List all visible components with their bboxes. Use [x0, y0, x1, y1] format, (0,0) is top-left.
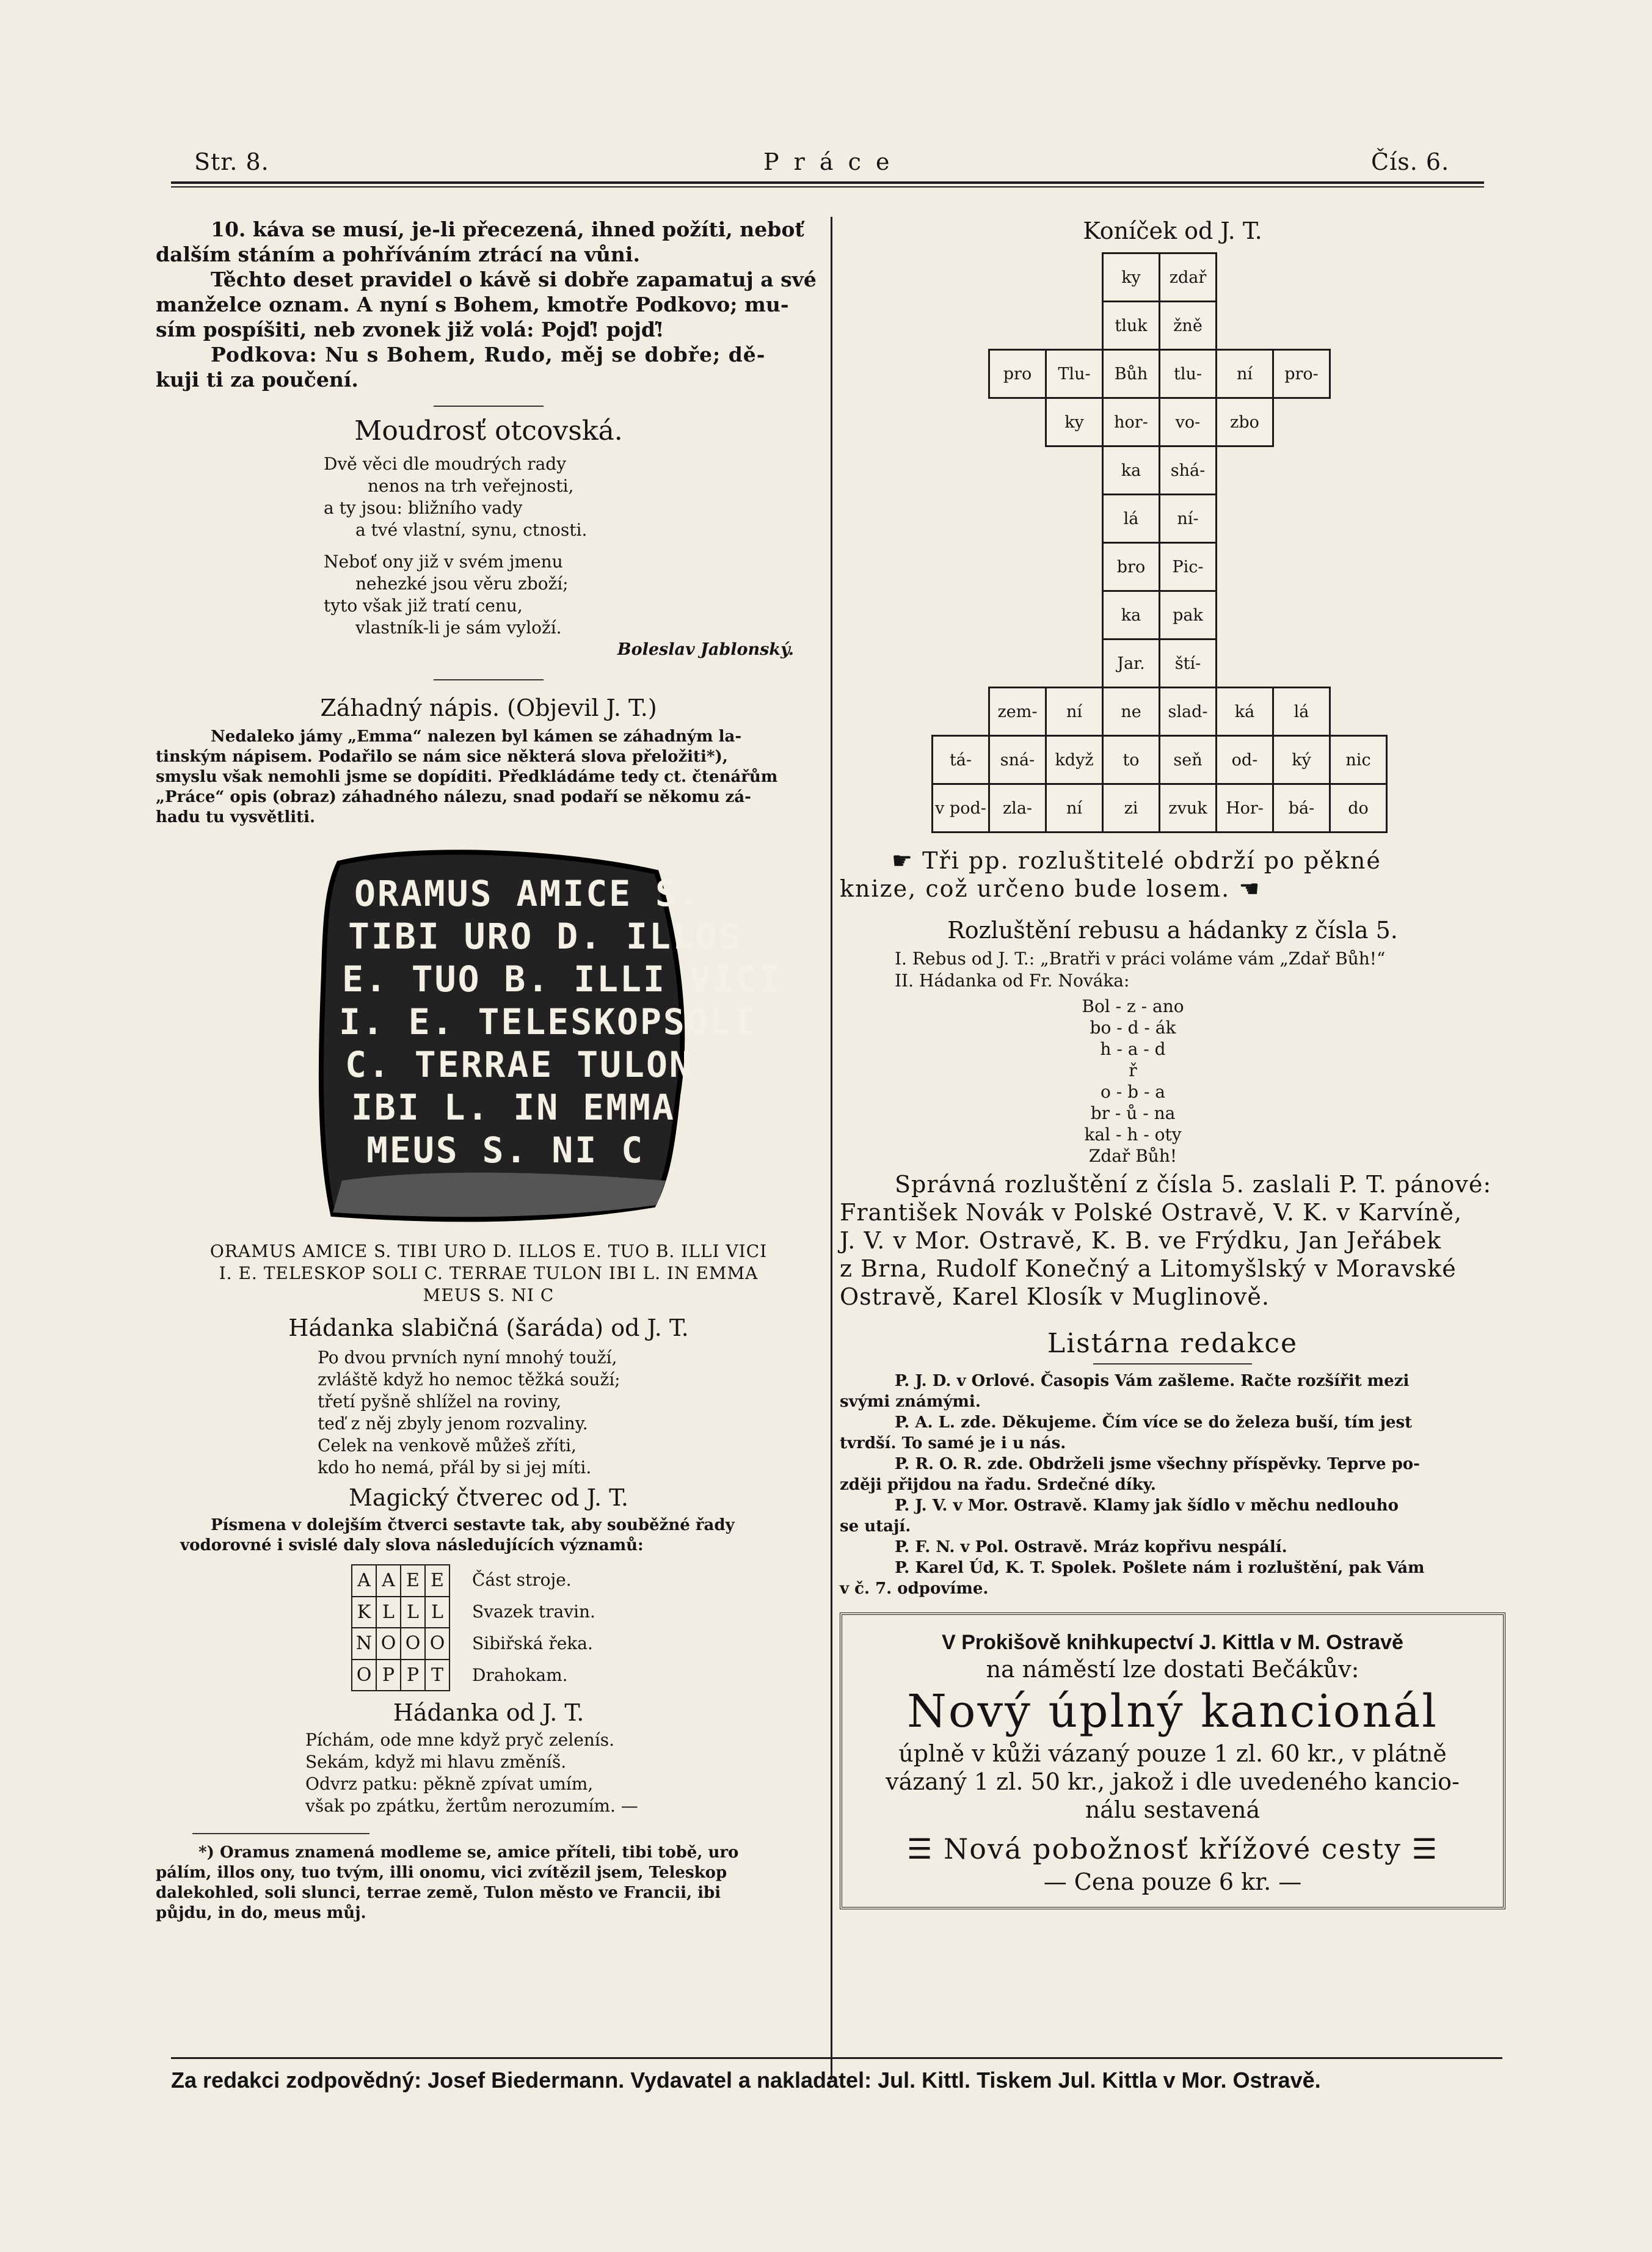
- text-line: J. V. v Mor. Ostravě, K. B. ve Frýdku, Jan Jeřábek: [840, 1227, 1442, 1254]
- empty-cell: [989, 253, 1046, 302]
- stone-line: MEUS S. NI C: [366, 1129, 645, 1171]
- ctverec-title: Magický čtverec od J. T.: [349, 1484, 628, 1511]
- moudrost-poem: [324, 453, 824, 661]
- empty-cell: [933, 591, 989, 640]
- puzzle-cell: od-: [1217, 736, 1273, 784]
- puzzle-cell: Pic-: [1160, 543, 1217, 591]
- solution-line: kal - h - oty: [1084, 1124, 1182, 1145]
- puzzle-cell: ka: [1103, 591, 1160, 640]
- stone-line: E. TUO B. ILLI VICI: [342, 958, 782, 1000]
- square-cell: O: [425, 1628, 449, 1660]
- text-line: MEUS S. NI C: [423, 1285, 555, 1305]
- solution-line: h - a - d: [1100, 1039, 1166, 1059]
- text-line: Podkova: Nu s Bohem, Rudo, měj se dobře; dě-: [211, 343, 766, 366]
- ad-line: V Prokišově knihkupectví J. Kittla v M. Ostravě: [942, 1631, 1403, 1654]
- empty-cell: [933, 253, 989, 302]
- pointing-hand-icon: ☛: [892, 847, 914, 874]
- puzzle-cell: žně: [1160, 302, 1217, 350]
- magic-square: [351, 1564, 450, 1691]
- poem-line: Píchám, ode mne když pryč zelenís.: [305, 1730, 615, 1750]
- puzzle-cell: ní: [1046, 784, 1103, 833]
- left-column: [156, 217, 821, 1923]
- solution-line: o - b - a: [1101, 1082, 1165, 1102]
- section-rule: [434, 679, 544, 680]
- puzzle-cell: ští-: [1160, 640, 1217, 688]
- puzzle-cell: lá: [1273, 688, 1330, 736]
- puzzle-cell: sná-: [989, 736, 1046, 784]
- stone-line: ORAMUS AMICE S.: [354, 873, 702, 914]
- square-cell: E: [425, 1565, 449, 1597]
- square-cell: L: [401, 1597, 425, 1628]
- meaning: Část stroje.: [472, 1570, 572, 1590]
- empty-cell: [1273, 591, 1330, 640]
- text-line: Správná rozluštění z čísla 5. zaslali P. T. pánové:: [895, 1171, 1492, 1198]
- poem-line: kdo ho nemá, přál by si jej míti.: [318, 1457, 592, 1478]
- empty-cell: [1046, 640, 1103, 688]
- square-cell: N: [352, 1628, 376, 1660]
- puzzle-cell: zbo: [1217, 398, 1273, 446]
- empty-cell: [1217, 543, 1273, 591]
- square-cell: P: [401, 1660, 425, 1691]
- empty-cell: [933, 688, 989, 736]
- empty-cell: [1273, 398, 1330, 446]
- empty-cell: [989, 446, 1046, 495]
- empty-cell: [933, 398, 989, 446]
- puzzle-cell: když: [1046, 736, 1103, 784]
- empty-cell: [1217, 640, 1273, 688]
- issue-number: Čís. 6.: [1371, 148, 1450, 175]
- puzzle-cell: zla-: [989, 784, 1046, 833]
- poem-line: a ty jsou: bližního vady: [324, 498, 523, 518]
- text-line: I. Rebus od J. T.: „Bratři v práci voláme vám „Zdař Bůh!“: [895, 949, 1386, 969]
- puzzle-cell: ky: [1103, 253, 1160, 302]
- puzzle-cell: Jar.: [1103, 640, 1160, 688]
- moudrost-title: Moudrosť otcovská.: [354, 415, 623, 446]
- text-line: Tři pp. rozluštitelé obdrží po pěkné: [922, 847, 1381, 874]
- correct-solvers: [840, 1170, 1505, 1311]
- stone-caption: [156, 1241, 821, 1306]
- puzzle-cell: nic: [1330, 736, 1387, 784]
- puzzle-cell: ky: [1046, 398, 1103, 446]
- square-cell: A: [376, 1565, 401, 1597]
- text-line: P. J. V. v Mor. Ostravě. Klamy jak šídlo v měchu nedlouho: [895, 1496, 1399, 1515]
- puzzle-cell: zem-: [989, 688, 1046, 736]
- empty-cell: [989, 398, 1046, 446]
- empty-cell: [1046, 591, 1103, 640]
- empty-cell: [1046, 446, 1103, 495]
- bookshop-advertisement: [840, 1612, 1505, 1909]
- empty-cell: [1046, 302, 1103, 350]
- poem-line: Odvrz patku: pěkně zpívat umím,: [305, 1774, 594, 1794]
- coffee-text: [156, 217, 821, 392]
- stone-line: C. TERRAE TULON: [345, 1044, 693, 1085]
- section-rule: [434, 406, 544, 407]
- text-line: P. R. O. R. zde. Obdrželi jsme všechny příspěvky. Teprve po-: [895, 1455, 1420, 1473]
- text-line: úplně v kůži vázaný pouze 1 zl. 60 kr., v plátně: [898, 1740, 1447, 1767]
- puzzle-cell: ká: [1217, 688, 1273, 736]
- ad-line: na náměstí lze dostati Bečákův:: [986, 1656, 1359, 1683]
- text-line: smyslu však nemohli jsme se dopíditi. Předkládáme tedy ct. čtenářům: [156, 768, 778, 786]
- footnote: [156, 1843, 821, 1923]
- text-line: knize, což určeno bude losem.: [840, 875, 1231, 902]
- poem-line: Po dvou prvních nyní mnohý touží,: [318, 1347, 617, 1368]
- header-rule-thin: [171, 186, 1484, 188]
- footer-rule: [171, 2057, 1502, 2059]
- solution-line: Bol - z - ano: [1082, 996, 1184, 1016]
- empty-cell: [1273, 543, 1330, 591]
- empty-cell: [1330, 640, 1387, 688]
- poem-line: nenos na trh veřejnosti,: [368, 476, 574, 496]
- puzzle-cell: Hor-: [1217, 784, 1273, 833]
- footnote-rule: [192, 1833, 369, 1834]
- empty-cell: [1046, 543, 1103, 591]
- text-line: P. Karel Úd, K. T. Spolek. Pošlete nám i rozluštění, pak Vám: [895, 1559, 1425, 1577]
- puzzle-cell: zdař: [1160, 253, 1217, 302]
- text-line: tvrdší. To samé je i u nás.: [840, 1434, 1066, 1452]
- poem-line: vlastník-li je sám vyloží.: [355, 618, 562, 638]
- solution-line: br - ů - na: [1090, 1103, 1176, 1123]
- empty-cell: [1273, 446, 1330, 495]
- text-line: P. J. D. v Orlové. Časopis Vám zašleme. Račte rozšířit mezi: [895, 1372, 1410, 1390]
- knight-tour-puzzle: [931, 252, 1388, 833]
- riddle-solution: [760, 996, 1505, 1167]
- stone-inscription-illustration: [305, 839, 782, 1230]
- empty-cell: [933, 446, 989, 495]
- empty-cell: [933, 350, 989, 398]
- sarada-title: Hádanka slabičná (šaráda) od J. T.: [288, 1314, 689, 1341]
- puzzle-cell: hor-: [1103, 398, 1160, 446]
- konicek-title: Koníček od J. T.: [1083, 217, 1262, 244]
- listarna-title: Listárna redakce: [1047, 1328, 1298, 1359]
- empty-cell: [989, 640, 1046, 688]
- empty-cell: [1330, 446, 1387, 495]
- ctverec-intro: [156, 1515, 821, 1556]
- text-line: 10. káva se musí, je-li přecezená, ihned požíti, neboť: [211, 217, 804, 241]
- decorative-bar-icon: ☰: [907, 1832, 934, 1865]
- poem-line: Sekám, když mi hlavu změníš.: [305, 1752, 567, 1772]
- puzzle-cell: Bůh: [1103, 350, 1160, 398]
- reseni-title: Rozluštění rebusu a hádanky z čísla 5.: [947, 917, 1398, 944]
- text-line: František Novák v Polské Ostravě, V. K. v Karvíně,: [840, 1199, 1463, 1226]
- empty-cell: [1273, 253, 1330, 302]
- poem-line: nehezké jsou věru zboží;: [355, 574, 569, 594]
- footer-imprint: Za redakci zodpovědný: Josef Biedermann. Vydavatel a nakladatel: Jul. Kittl. Tiskem Jul. Kittla v Mor. Ostravě.: [171, 2068, 1321, 2093]
- square-cell: K: [352, 1597, 376, 1628]
- square-meanings: [472, 1564, 595, 1691]
- text-line: tinským nápisem. Podařilo se nám sice některá slova přeložiti*),: [156, 748, 728, 766]
- empty-cell: [1273, 495, 1330, 543]
- ad-text: [854, 1740, 1491, 1824]
- puzzle-cell: ne: [1103, 688, 1160, 736]
- meaning: Drahokam.: [472, 1665, 568, 1685]
- right-column: [840, 217, 1505, 1909]
- poem-line: zvláště když ho nemoc těžká souží;: [318, 1369, 620, 1390]
- empty-cell: [933, 640, 989, 688]
- square-cell: A: [352, 1565, 376, 1597]
- puzzle-cell: slad-: [1160, 688, 1217, 736]
- square-cell: L: [376, 1597, 401, 1628]
- text-line: vázaný 1 zl. 50 kr., jakož i dle uvedeného kancio-: [886, 1768, 1460, 1795]
- text-line: Písmena v dolejším čtverci sestavte tak, aby souběžné řady: [211, 1516, 735, 1534]
- puzzle-cell: ní-: [1160, 495, 1217, 543]
- reseni-text: [895, 948, 1505, 992]
- empty-cell: [1330, 302, 1387, 350]
- text-line: Nedaleko jámy „Emma“ nalezen byl kámen se záhadným la-: [211, 727, 742, 746]
- stone-line: IBI L. IN EMMA: [351, 1087, 675, 1128]
- empty-cell: [1273, 640, 1330, 688]
- puzzle-cell: ní: [1046, 688, 1103, 736]
- puzzle-cell: to: [1103, 736, 1160, 784]
- text-line: vodorovné i svislé daly slova následujících významů:: [180, 1536, 644, 1554]
- poem-author: Boleslav Jablonský.: [617, 640, 794, 659]
- magic-square-block: [351, 1564, 821, 1691]
- puzzle-cell: ký: [1273, 736, 1330, 784]
- puzzle-cell: shá-: [1160, 446, 1217, 495]
- empty-cell: [1273, 302, 1330, 350]
- poem-line: třetí pyšně shlížel na roviny,: [318, 1391, 562, 1412]
- page-number: Str. 8.: [194, 148, 269, 175]
- puzzle-cell: bro: [1103, 543, 1160, 591]
- empty-cell: [989, 543, 1046, 591]
- ad-price: — Cena pouze 6 kr. —: [1043, 1868, 1302, 1895]
- ad-headline: Nový úplný kancionál: [907, 1685, 1438, 1738]
- puzzle-cell: tluk: [1103, 302, 1160, 350]
- square-cell: T: [425, 1660, 449, 1691]
- text-line: svými známými.: [840, 1393, 981, 1411]
- text-line: II. Hádanka od Fr. Nováka:: [895, 971, 1130, 991]
- text-line: Ostravě, Karel Klosík v Muglinově.: [840, 1283, 1270, 1310]
- section-rule: [1093, 1363, 1252, 1365]
- square-cell: O: [401, 1628, 425, 1660]
- text-line: pálím, illos ony, tuo tvým, illi onomu, vici zvítězil jsem, Teleskop: [156, 1864, 727, 1882]
- sarada-poem: [318, 1347, 821, 1479]
- square-cell: L: [425, 1597, 449, 1628]
- puzzle-cell: bá-: [1273, 784, 1330, 833]
- hadanka-poem: [305, 1729, 821, 1817]
- text-line: hadu tu vysvětliti.: [156, 808, 316, 826]
- text-line: dalším stáním a pohříváním ztrácí na vůni.: [156, 242, 640, 266]
- empty-cell: [1330, 591, 1387, 640]
- text-line: „Práce“ opis (obraz) záhadného nálezu, snad podaří se někomu zá-: [156, 788, 751, 806]
- empty-cell: [1330, 253, 1387, 302]
- puzzle-cell: zi: [1103, 784, 1160, 833]
- poem-line: teď z něj zbyly jenom rozvaliny.: [318, 1413, 588, 1434]
- puzzle-cell: zvuk: [1160, 784, 1217, 833]
- puzzle-cell: ní: [1217, 350, 1273, 398]
- puzzle-cell: tlu-: [1160, 350, 1217, 398]
- text-line: P. F. N. v Pol. Ostravě. Mráz kopřivu nespálí.: [895, 1538, 1287, 1556]
- header-rule: [171, 181, 1484, 184]
- text-line: I. E. TELESKOP SOLI C. TERRAE TULON IBI L. IN EMMA: [219, 1263, 759, 1283]
- square-cell: E: [401, 1565, 425, 1597]
- solution-line: bo - d - ák: [1090, 1018, 1176, 1038]
- square-cell: O: [376, 1628, 401, 1660]
- empty-cell: [1046, 495, 1103, 543]
- puzzle-cell: tá-: [933, 736, 989, 784]
- empty-cell: [933, 302, 989, 350]
- text-line: sím pospíšiti, neb zvonek již volá: Pojď! pojď!: [156, 318, 664, 341]
- solution-line: ř: [1129, 1060, 1137, 1080]
- newspaper-title: P r á c e: [763, 148, 893, 175]
- puzzle-cell: pro: [989, 350, 1046, 398]
- square-cell: P: [376, 1660, 401, 1691]
- stone-line: TIBI URO D. ILLOS: [348, 916, 742, 957]
- pointing-hand-icon: ☚: [1239, 875, 1261, 902]
- prize-note: [840, 847, 1505, 903]
- solution-line: Zdař Bůh!: [1088, 1146, 1177, 1166]
- text-line: manželce oznam. A nyní s Bohem, kmotře Podkovo; mu-: [156, 293, 789, 316]
- puzzle-cell: lá: [1103, 495, 1160, 543]
- ad-subheadline: [854, 1830, 1491, 1868]
- empty-cell: [989, 591, 1046, 640]
- text-line: kuji ti za poučení.: [156, 368, 358, 392]
- empty-cell: [1330, 688, 1387, 736]
- stone-line: I. E. TELESKOPSOLI: [339, 1001, 756, 1043]
- puzzle-cell: pak: [1160, 591, 1217, 640]
- text-line: P. A. L. zde. Děkujeme. Čím více se do železa buší, tím jest: [895, 1413, 1413, 1432]
- puzzle-cell: seň: [1160, 736, 1217, 784]
- empty-cell: [1217, 495, 1273, 543]
- poem-line: Celek na venkově můžeš zříti,: [318, 1435, 577, 1456]
- empty-cell: [989, 302, 1046, 350]
- empty-cell: [1330, 543, 1387, 591]
- meaning: Svazek travin.: [472, 1602, 595, 1622]
- text-line: půjdu, in do, meus můj.: [156, 1904, 366, 1922]
- text-line: nálu sestavená: [1085, 1796, 1261, 1823]
- puzzle-cell: ka: [1103, 446, 1160, 495]
- empty-cell: [933, 495, 989, 543]
- decorative-bar-icon: ☰: [1411, 1832, 1438, 1865]
- empty-cell: [1330, 495, 1387, 543]
- text-line: v č. 7. odpovíme.: [840, 1580, 989, 1598]
- empty-cell: [1217, 446, 1273, 495]
- square-cell: O: [352, 1660, 376, 1691]
- poem-line: Dvě věci dle moudrých rady: [324, 454, 567, 474]
- text-line: dalekohled, soli slunci, terrae země, Tulon město ve Francii, ibi: [156, 1884, 721, 1902]
- puzzle-cell: pro-: [1273, 350, 1330, 398]
- ad-line: Nová pobožnosť křížové cesty: [944, 1832, 1402, 1865]
- text-line: se utají.: [840, 1517, 911, 1536]
- puzzle-cell: vo-: [1160, 398, 1217, 446]
- text-line: z Brna, Rudolf Konečný a Litomyšlský v Moravské: [840, 1255, 1457, 1282]
- empty-cell: [1046, 253, 1103, 302]
- empty-cell: [933, 543, 989, 591]
- poem-line: tyto však již tratí cenu,: [324, 596, 523, 616]
- empty-cell: [1217, 253, 1273, 302]
- text-line: Těchto deset pravidel o kávě si dobře zapamatuj a své: [211, 268, 817, 291]
- poem-line: a tvé vlastní, synu, ctnosti.: [355, 520, 588, 540]
- napis-title: Záhadný nápis. (Objevil J. T.): [320, 694, 657, 721]
- listarna-items: [840, 1371, 1505, 1599]
- hadanka-title: Hádanka od J. T.: [393, 1699, 584, 1726]
- empty-cell: [1217, 302, 1273, 350]
- empty-cell: [989, 495, 1046, 543]
- puzzle-cell: Tlu-: [1046, 350, 1103, 398]
- empty-cell: [1330, 350, 1387, 398]
- puzzle-cell: v pod-: [933, 784, 989, 833]
- empty-cell: [1330, 398, 1387, 446]
- text-line: ORAMUS AMICE S. TIBI URO D. ILLOS E. TUO B. ILLI VICI: [209, 1241, 768, 1261]
- napis-text: [156, 727, 821, 828]
- poem-line: však po zpátku, žertům nerozumím. —: [305, 1796, 638, 1816]
- text-line: *) Oramus znamená modleme se, amice příteli, tibi tobě, uro: [198, 1843, 739, 1862]
- poem-line: Neboť ony již v svém jmenu: [324, 552, 563, 572]
- meaning: Sibiřská řeka.: [472, 1633, 593, 1653]
- empty-cell: [1217, 591, 1273, 640]
- text-line: zději přijdou na řadu. Srdečné díky.: [840, 1476, 1156, 1494]
- puzzle-cell: do: [1330, 784, 1387, 833]
